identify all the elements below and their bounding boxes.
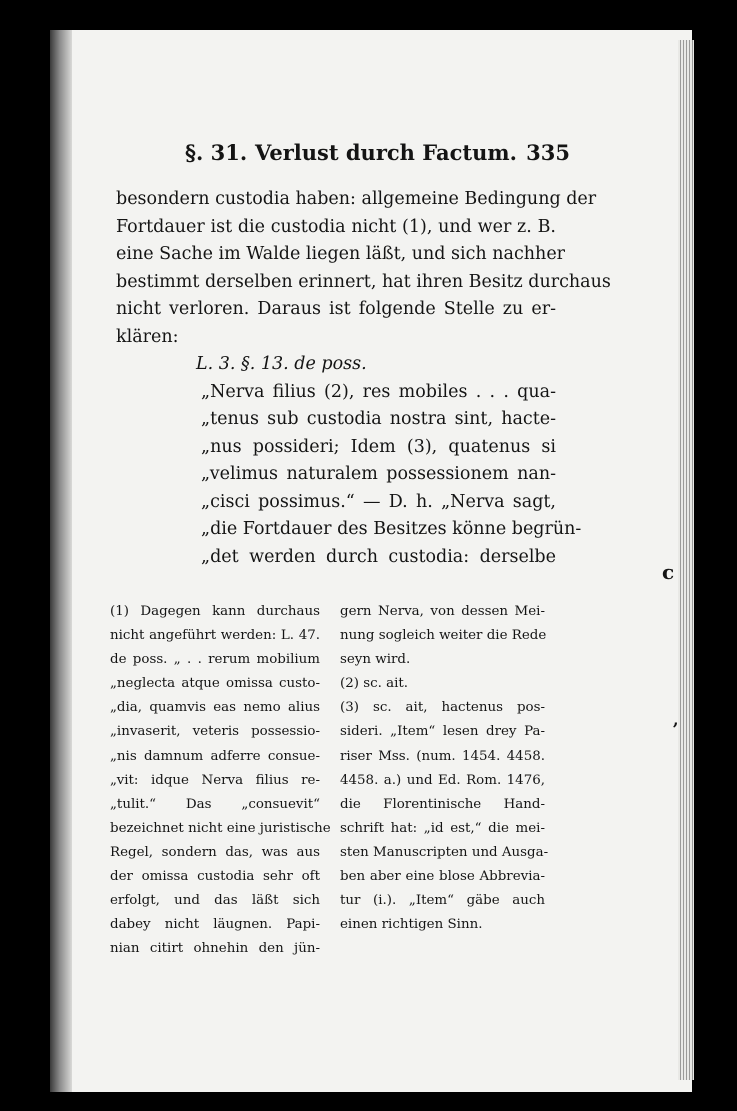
footnotes-right-column bbox=[340, 600, 549, 937]
footnote-line: Regel, sondern das, was aus bbox=[110, 844, 320, 860]
footnotes-left-column bbox=[110, 600, 331, 961]
footnote-line: nian citirt ohnehin den jün- bbox=[110, 941, 320, 957]
footnote-line: (3) sc. ait, hactenus pos- bbox=[340, 700, 545, 716]
quote-line: „Nerva filius (2), res mobiles . . . qua- bbox=[201, 381, 556, 402]
text-line: nicht verloren. Daraus ist folgende Stelle zu er- bbox=[116, 299, 556, 319]
quote-line: „nus possideri; Idem (3), quatenus si bbox=[201, 436, 556, 457]
footnote-line: bezeichnet nicht eine juristische bbox=[110, 820, 331, 836]
header-title: Verlust durch Factum. bbox=[255, 140, 517, 165]
text-line: klären: bbox=[116, 326, 179, 347]
footnote-line: der omissa custodia sehr oft bbox=[110, 869, 320, 885]
footnote-line: tur (i.). „Item“ gäbe auch bbox=[340, 893, 545, 909]
footnote-line: einen richtigen Sinn. bbox=[340, 917, 483, 933]
bleed-through-mark: , bbox=[673, 710, 679, 729]
footnote-line: gern Nerva, von dessen Mei- bbox=[340, 604, 545, 619]
section-number: §. 31. bbox=[185, 140, 248, 165]
page-edge bbox=[678, 40, 694, 1080]
footnote-line: „vit: idque Nerva filius re- bbox=[110, 772, 320, 788]
book-spine bbox=[50, 30, 72, 1092]
footnote-line: nung sogleich weiter die Rede bbox=[340, 628, 547, 644]
footnote-line: erfolgt, und das läßt sich bbox=[110, 893, 320, 909]
footnote-line: sten Manuscripten und Ausga- bbox=[340, 844, 549, 860]
quote-line: „cisci possimus.“ — D. h. „Nerva sagt, bbox=[201, 491, 556, 512]
footnote-line: dabey nicht läugnen. Papi- bbox=[110, 917, 320, 933]
footnote-line: schrift hat: „id est,“ die mei- bbox=[340, 820, 545, 836]
footnote-line: „tulit.“ Das „consuevit“ bbox=[110, 796, 320, 812]
footnote-line: (1) Dagegen kann durchaus bbox=[110, 604, 320, 619]
page-number: 335 bbox=[526, 140, 570, 165]
quote-line: „tenus sub custodia nostra sint, hacte- bbox=[201, 409, 556, 429]
quote-line: „velimus naturalem possessionem nan- bbox=[201, 464, 556, 484]
footnote-line: „neglecta atque omissa custo- bbox=[110, 676, 320, 692]
text-line: bestimmt derselben erinnert, hat ihren Besitz durchaus bbox=[116, 271, 611, 292]
footnote-line: sideri. „Item“ lesen drey Pa- bbox=[340, 724, 545, 740]
footnote-line: die Florentinische Hand- bbox=[340, 796, 545, 812]
text-line: besondern custodia haben: allgemeine Bedingung der bbox=[116, 189, 597, 209]
bleed-through-mark: c bbox=[662, 560, 675, 584]
footnote-line: (2) sc. ait. bbox=[340, 676, 409, 692]
footnote-line: „dia, quamvis eas nemo alius bbox=[110, 700, 320, 716]
footnote-line: riser Mss. (num. 1454. 4458. bbox=[340, 748, 545, 764]
text-line: eine Sache im Walde liegen läßt, und sich nachher bbox=[116, 244, 566, 264]
quote-line: „die Fortdauer des Besitzes könne begrün- bbox=[201, 519, 582, 539]
legal-citation: L. 3. §. 13. de poss. bbox=[196, 354, 367, 374]
text-line: Fortdauer ist die custodia nicht (1), und wer z. B. bbox=[116, 216, 556, 237]
footnote-line: de poss. „ . . rerum mobilium bbox=[110, 652, 320, 668]
main-text bbox=[116, 186, 611, 571]
footnote-line: nicht angeführt werden: L. 47. bbox=[110, 628, 320, 644]
running-header bbox=[185, 140, 570, 170]
footnote-line: „invaserit, veteris possessio- bbox=[110, 724, 320, 740]
footnote-line: seyn wird. bbox=[340, 652, 411, 668]
footnote-line: ben aber eine blose Abbrevia- bbox=[340, 869, 545, 885]
quote-line: „det werden durch custodia: derselbe bbox=[201, 546, 556, 567]
footnote-line: 4458. a.) und Ed. Rom. 1476, bbox=[340, 772, 545, 788]
footnote-line: „nis damnum adferre consue- bbox=[110, 748, 320, 764]
